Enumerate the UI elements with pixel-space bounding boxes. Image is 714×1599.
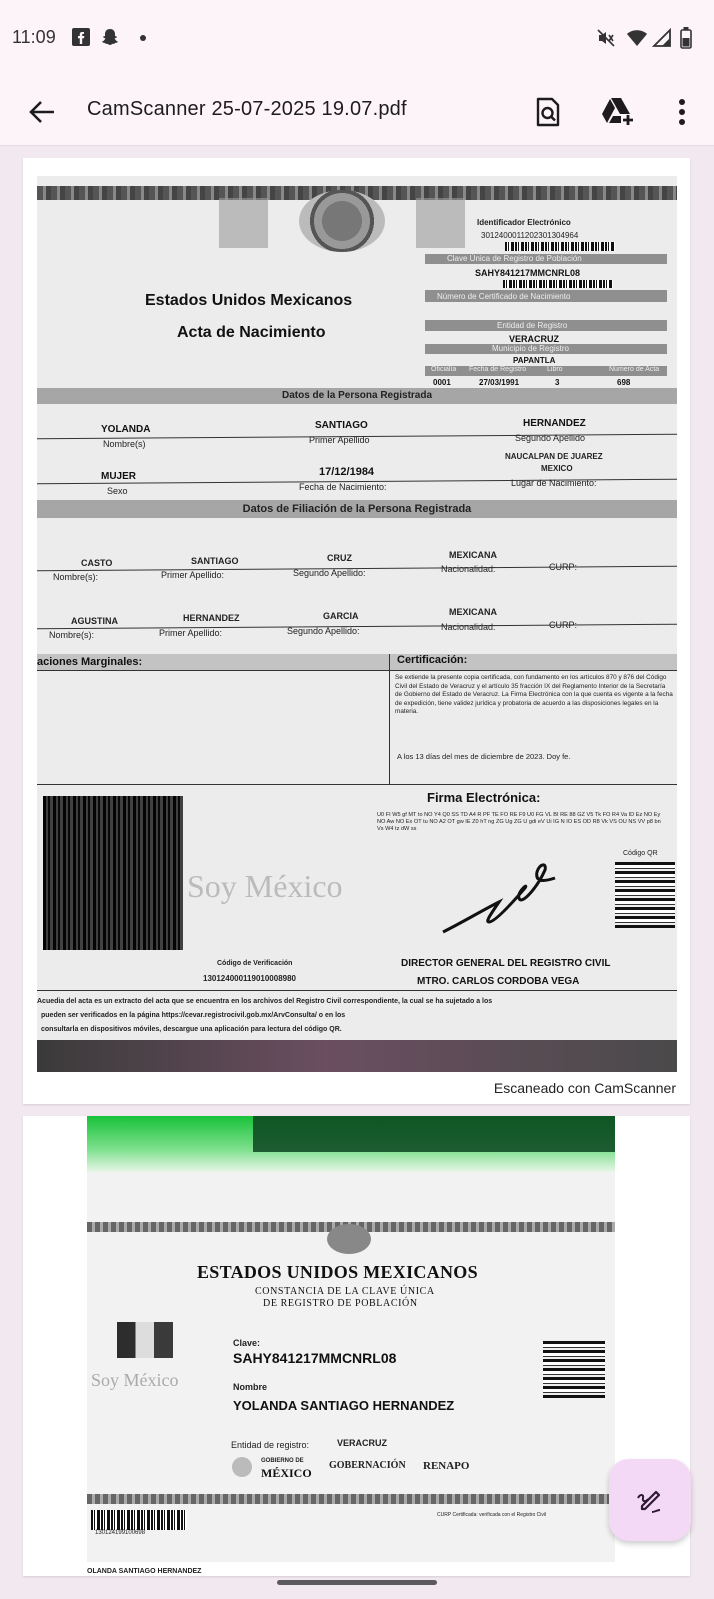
- padre-primer: SANTIAGO: [191, 556, 239, 566]
- card-barcode: [91, 1510, 187, 1530]
- fecha-label: Fecha de Nacimiento:: [299, 482, 387, 492]
- lugar-label: Lugar de Nacimiento:: [511, 478, 597, 488]
- gob-small: GOBIERNO DE: [261, 1458, 304, 1464]
- municipio-value: PAPANTLA: [513, 356, 556, 365]
- persona-nombre: YOLANDA: [101, 424, 151, 435]
- madre-primer: HERNANDEZ: [183, 613, 240, 623]
- card-title: ESTADOS UNIDOS MEXICANOS: [197, 1262, 478, 1282]
- pdf-page-2: [23, 1116, 690, 1576]
- cert-number-label: Número de Certificado de Nacimiento: [437, 292, 571, 301]
- document-title: CamScanner 25-07-2025 19.07.pdf: [87, 98, 407, 120]
- certificacion-date: A los 13 días del mes de diciembre de 2023. Doy fe.: [397, 752, 571, 761]
- curp-label: Clave Única de Registro de Población: [447, 254, 582, 263]
- madre-primer-label: Primer Apellido:: [159, 628, 223, 638]
- director-title: DIRECTOR GENERAL DEL REGISTRO CIVIL: [401, 958, 611, 969]
- municipio-label: Municipio de Registro: [492, 344, 569, 353]
- padre-curp-label: CURP:: [549, 562, 578, 572]
- bottom-border: [37, 1040, 677, 1072]
- val-libro: 3: [555, 378, 560, 387]
- edit-fab-button[interactable]: [609, 1459, 691, 1541]
- more-vert-icon[interactable]: [670, 96, 694, 128]
- footer-line3: consultarla en dispositivos móviles, descargue una aplicación para lectura del código QR.: [41, 1026, 342, 1033]
- curp-cert-note: CURP Certificada: verificada con el Registro Civil: [437, 1512, 547, 1518]
- padre-primer-label: Primer Apellido:: [161, 570, 225, 580]
- madre-segundo-label: Segundo Apellido:: [287, 626, 360, 636]
- codigo-qr-label: Código QR: [623, 850, 658, 857]
- director-name: MTRO. CARLOS CORDOBA VEGA: [417, 976, 580, 987]
- entidad-value: VERACRUZ: [509, 334, 560, 344]
- card-border-bottom: [87, 1494, 615, 1504]
- segundo-label: Segundo Apellido: [515, 433, 586, 443]
- firma-code: U0 FI W5 gf MT to NO Y4 Q0 SS TD A4 R PF TE FO RE F9 U0 FG VL BI RE 88 GZ V5 Tk FO R4 Va ID Ez NO Ey NO Aw NO Ex OT tu NO A2 OT gw IE Z0 hT ng ZG Ug ZG U gdi eV Ui IG N IO ES OD R8 Vk VS OU NS VV p8 bn Vs W4 tz dW ss: [377, 812, 661, 832]
- nombre-label: Nombre: [233, 1382, 268, 1392]
- madre-nombre: AGUSTINA: [71, 616, 118, 626]
- gobernacion-logo: GOBERNACIÓN: [329, 1460, 406, 1471]
- footer-line2: pueden ser verificados en la página https://cevar.registrocivil.gob.mx/ArvConsulta/ o en los: [41, 1012, 346, 1019]
- anotaciones-label: aciones Marginales:: [37, 656, 143, 668]
- padre-nombre: CASTO: [81, 558, 113, 568]
- lugar-line2: MEXICO: [541, 464, 573, 473]
- small-qr-code: [615, 862, 675, 928]
- scanned-with-label: Escaneado con CamScanner: [493, 1080, 676, 1096]
- birth-certificate-scan: [37, 176, 677, 1072]
- filiacion-band: Datos de Filiación de la Persona Registrada: [37, 500, 677, 518]
- card-subtitle2: DE REGISTRO DE POBLACIÓN: [263, 1298, 418, 1309]
- col-libro: Libro: [547, 366, 563, 373]
- seal-wings: [219, 198, 465, 248]
- padre-segundo: CRUZ: [327, 553, 352, 563]
- dark-strip: [253, 1116, 615, 1152]
- val-oficialia: 0001: [433, 378, 451, 387]
- gob-big: MÉXICO: [261, 1466, 312, 1480]
- curp-card: [87, 1172, 615, 1562]
- status-bar: [0, 0, 714, 76]
- firma-label: Firma Electrónica:: [427, 790, 541, 805]
- header-title: Estados Unidos Mexicanos: [145, 292, 353, 309]
- val-fecha: 27/03/1991: [479, 378, 520, 387]
- col-oficialia: Oficialía: [431, 366, 457, 373]
- mute-icon: [596, 28, 616, 48]
- curp-value: SAHY841217MMCNRL08: [475, 268, 581, 278]
- birth-qr-code: [43, 796, 183, 950]
- back-arrow-icon[interactable]: [24, 96, 60, 128]
- id-title: Identificador Electrónico: [477, 218, 571, 227]
- persona-primer-apellido: SANTIAGO: [315, 420, 368, 431]
- edit-icon: [633, 1483, 667, 1517]
- signature-icon: [441, 852, 571, 938]
- entidad-label: Entidad de Registro: [497, 321, 568, 330]
- persona-segundo-apellido: HERNANDEZ: [523, 418, 586, 429]
- wifi-icon: [626, 28, 648, 48]
- barcode-number: 130124199100698: [95, 1530, 146, 1536]
- verif-number: 130124000119010008980: [203, 974, 296, 983]
- nombre-label: Nombre(s): [103, 439, 146, 449]
- soy-mexico-watermark: Soy México: [187, 868, 343, 904]
- val-acta: 698: [617, 378, 631, 387]
- col-fecha: Fecha de Registro: [469, 366, 527, 373]
- verif-label: Código de Verificación: [217, 960, 293, 967]
- curp-qr-code: [543, 1340, 605, 1398]
- padre-nacionalidad: MEXICANA: [449, 550, 498, 560]
- battery-icon: [680, 27, 692, 49]
- persona-band: Datos de la Persona Registrada: [37, 388, 677, 404]
- card-subtitle1: CONSTANCIA DE LA CLAVE ÚNICA: [255, 1286, 435, 1297]
- pdf-page-1: [23, 158, 690, 1104]
- entidad-label: Entidad de registro:: [231, 1440, 310, 1450]
- madre-nacionalidad: MEXICANA: [449, 607, 498, 617]
- certificacion-label: Certificación:: [397, 654, 468, 666]
- eagle-emblem-icon: [229, 1454, 255, 1480]
- madre-nombre-label: Nombre(s):: [49, 630, 95, 640]
- signal-icon: [652, 28, 672, 48]
- id-barcode: [505, 242, 615, 251]
- id-number: 3012400011202301304964: [481, 231, 579, 240]
- footer-line1: Acuedia del acta es un extracto del acta que se encuentra en los archivos del Registro Civil correspondiente, la cual se ha sujetado a los: [37, 998, 493, 1005]
- flag-icon: [117, 1322, 173, 1358]
- drive-add-icon[interactable]: [600, 94, 636, 128]
- madre-nac-label: Nacionalidad:: [441, 622, 496, 632]
- persona-sexo: MUJER: [101, 471, 137, 482]
- col-acta: Número de Acta: [609, 366, 660, 373]
- lugar-line1: NAUCALPAN DE JUAREZ: [505, 452, 603, 461]
- madre-curp-label: CURP:: [549, 620, 578, 630]
- snapchat-icon: [100, 27, 120, 47]
- madre-segundo: GARCIA: [323, 611, 359, 621]
- card-soy-mexico: Soy México: [91, 1370, 179, 1390]
- sexo-label: Sexo: [107, 486, 128, 496]
- padre-segundo-label: Segundo Apellido:: [293, 568, 366, 578]
- header-subtitle: Acta de Nacimiento: [177, 324, 326, 341]
- entidad-value: VERACRUZ: [337, 1438, 388, 1448]
- facebook-icon: [72, 28, 90, 46]
- status-time: 11:09: [12, 27, 56, 47]
- persona-fecha-nacimiento: 17/12/1984: [319, 466, 375, 478]
- clave-label: Clave:: [233, 1338, 261, 1348]
- padre-nombre-label: Nombre(s):: [53, 572, 99, 582]
- renapo-logo: RENAPO: [423, 1460, 470, 1472]
- bottom-name: OLANDA SANTIAGO HERNANDEZ: [87, 1568, 202, 1575]
- gesture-nav-bar[interactable]: [277, 1580, 437, 1585]
- card-seal: [327, 1224, 371, 1254]
- padre-nac-label: Nacionalidad:: [441, 564, 496, 574]
- clave-value: SAHY841217MMCNRL08: [233, 1350, 397, 1366]
- primer-label: Primer Apellido: [309, 435, 370, 445]
- nombre-value: YOLANDA SANTIAGO HERNANDEZ: [233, 1398, 455, 1413]
- notification-dot-icon: [140, 35, 146, 41]
- search-document-icon[interactable]: [532, 95, 564, 129]
- certificacion-text: Se extiende la presente copia certificada, con fundamento en los artículos 870 y 876 del Código Civil del Estado de Veracruz y el artículo 35 fracción IX del Reglamento Interior de la Secretaría de Gobierno del Estado de Veracruz. La Firma Electrónica con la que cuenta es vigente a la fecha de expedición, tiene validez jurídica y probatoria de acuerdo a las disposiciones legales en la materia.: [395, 674, 673, 716]
- curp-barcode: [503, 280, 613, 288]
